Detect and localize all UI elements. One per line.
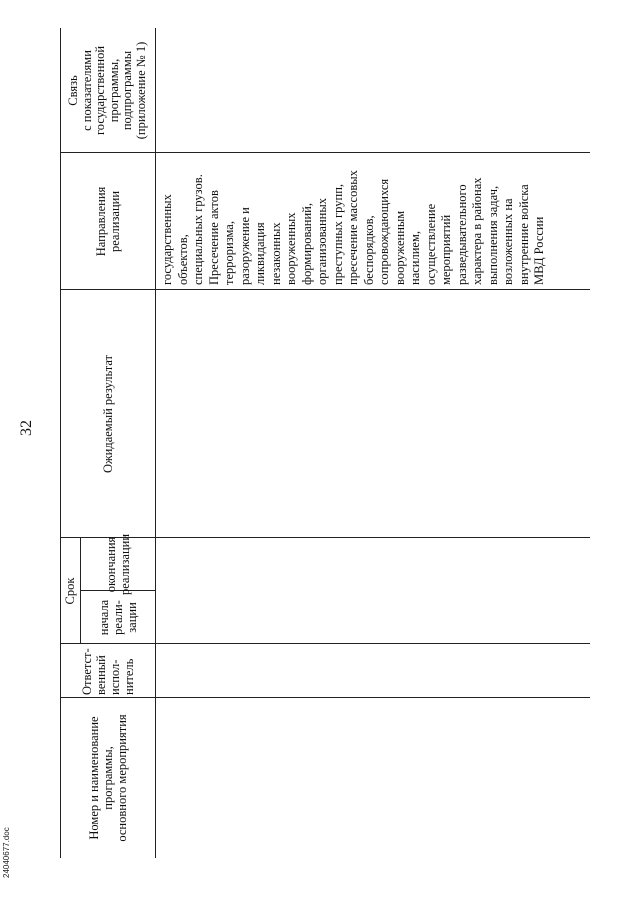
body-line: МВД России [532,216,546,285]
header-term-start [80,591,155,644]
body-line: формирований, [299,203,314,285]
header-link-line4: программы, [106,58,121,123]
header-program-line1: Номер и наименование [86,716,101,840]
header-result [60,290,155,538]
header-term-label: Срок [63,577,77,605]
body-line: сопровождающихся [377,178,391,285]
header-term-start-line2: реали- [110,600,125,635]
rotated-page [18,28,590,858]
body-line: осуществление [423,203,438,285]
header-program-line3: основного мероприятия [114,714,129,842]
header-responsible [60,644,155,698]
body-line: специальных грузов. [191,174,205,285]
body-line: преступных групп, [330,183,345,285]
body-line: вооруженным [392,210,407,285]
body-line: разведывательного [454,184,469,285]
header-link-line1: Связь [66,75,80,106]
body-line: незаконных [268,222,283,285]
page-number: 32 [18,420,35,436]
body-line: ликвидация [253,222,267,285]
body-line: государственных [160,194,174,285]
header-term-start-line1: начала [96,599,111,636]
body-line: мероприятий [439,214,453,285]
directions-body-text [160,155,548,285]
header-link [60,28,155,153]
header-responsible-line3: испол- [107,659,122,695]
header-term-end-line1: окончания [103,536,118,593]
body-line: насилием, [408,231,422,285]
header-link-line2: с показателями [79,50,94,131]
header-link-line3: государственной [93,45,107,136]
header-directions-line1: Направления [93,186,108,257]
body-line: выполнения задач, [485,185,500,285]
header-term-end-line2: реализации [117,533,132,596]
body-line: объектов, [175,234,190,285]
header-responsible-line4: нитель [121,658,136,695]
body-line: характера в районах [470,177,484,285]
body-line: терроризма, [222,221,236,285]
header-responsible-line2: венный [93,655,108,695]
header-term-end [80,533,155,596]
body-line: организованных [315,198,329,285]
body-line: Пресечение актов [206,190,221,285]
header-program [60,698,155,858]
document-id: 24040677.doc [2,827,11,878]
header-result-label: Ожидаемый результат [100,354,115,474]
body-line: возложенных на [501,198,515,285]
header-directions-line2: реализации [107,190,122,253]
body-line: вооруженных [284,212,298,285]
header-link-line5: подпрограммы [120,50,134,131]
header-program-line2: программы, [100,746,115,810]
header-link-line6: (приложение № 1) [133,41,148,140]
header-directions [60,153,155,290]
body-line: разоружение и [237,207,252,285]
body-line: пресечение массовых [346,170,360,285]
body-line: беспорядков, [361,215,376,285]
body-line: внутренние войска [516,184,531,285]
header-responsible-line1: Ответст- [79,648,94,695]
header-term-start-line3: зации [124,602,139,633]
header-term [60,538,80,644]
